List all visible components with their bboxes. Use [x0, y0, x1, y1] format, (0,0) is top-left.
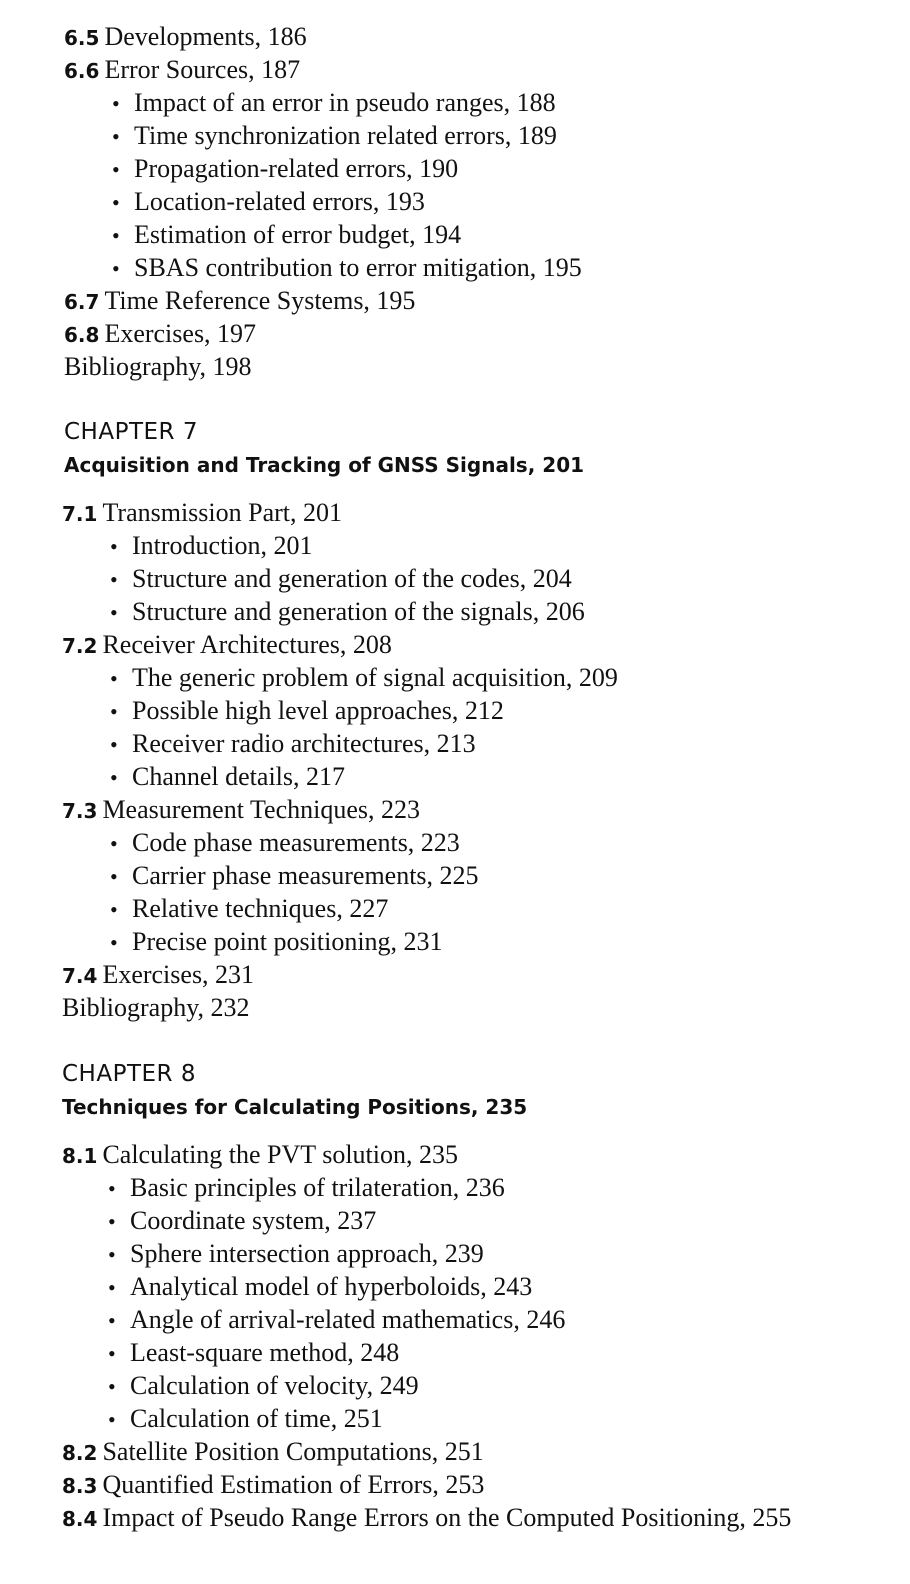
toc-subentry — [108, 1173, 505, 1204]
bullet-icon: • — [108, 1341, 116, 1366]
toc-subentry — [108, 1239, 484, 1270]
entry-text: Measurement Techniques, 223 — [102, 795, 420, 824]
entry-text: Code phase measurements, 223 — [132, 828, 460, 857]
entry-text: Basic principles of trilateration, 236 — [130, 1173, 505, 1202]
entry-text: Time synchronization related errors, 189 — [134, 121, 557, 150]
entry-text: SBAS contribution to error mitigation, 195 — [134, 253, 582, 282]
section-number: 6.6 — [64, 59, 100, 83]
toc-entry-7-2 — [62, 630, 392, 661]
entry-text: Structure and generation of the codes, 204 — [132, 564, 572, 593]
bullet-icon: • — [108, 1308, 116, 1333]
bullet-icon: • — [112, 256, 120, 281]
chapter-title: Acquisition and Tracking of GNSS Signals, 201 — [64, 453, 585, 477]
bullet-icon: • — [108, 1374, 116, 1399]
toc-entry-7-4 — [62, 960, 254, 991]
entry-text: Transmission Part, 201 — [102, 498, 343, 527]
entry-text: Analytical model of hyperboloids, 243 — [130, 1272, 533, 1301]
entry-text: Propagation-related errors, 190 — [134, 154, 459, 183]
chapter-label: CHAPTER 7 — [64, 419, 198, 445]
chapter-label: CHAPTER 8 — [62, 1061, 196, 1087]
entry-text: Structure and generation of the signals, 206 — [132, 597, 585, 626]
entry-text: Sphere intersection approach, 239 — [130, 1239, 484, 1268]
bullet-icon: • — [110, 864, 118, 889]
toc-subentry — [110, 861, 479, 892]
toc-entry-8-3 — [62, 1470, 484, 1501]
entry-text: Coordinate system, 237 — [130, 1206, 377, 1235]
section-number: 8.3 — [62, 1474, 98, 1498]
toc-subentry — [110, 729, 476, 760]
toc-subentry — [112, 154, 458, 185]
bullet-icon: • — [112, 157, 120, 182]
entry-text: Impact of an error in pseudo ranges, 188 — [134, 88, 556, 117]
entry-text: Exercises, 231 — [102, 960, 255, 989]
toc-subentry — [110, 531, 313, 562]
entry-text: Angle of arrival-related mathematics, 246 — [130, 1305, 566, 1334]
toc-bibliography — [64, 352, 252, 382]
bullet-icon: • — [108, 1407, 116, 1432]
entry-text: Estimation of error budget, 194 — [134, 220, 462, 249]
bullet-icon: • — [112, 91, 120, 116]
entry-text: Satellite Position Computations, 251 — [102, 1437, 484, 1466]
bullet-icon: • — [110, 765, 118, 790]
toc-entry-6-8 — [64, 319, 256, 350]
toc-entry-7-3 — [62, 795, 420, 826]
toc-entry-7-1 — [62, 498, 342, 529]
entry-text: Calculation of velocity, 249 — [130, 1371, 419, 1400]
entry-text: Introduction, 201 — [132, 531, 313, 560]
entry-text: Calculation of time, 251 — [130, 1404, 383, 1433]
entry-text: Location-related errors, 193 — [134, 187, 425, 216]
toc-subentry — [108, 1371, 419, 1402]
toc-subentry — [112, 121, 557, 152]
section-number: 8.2 — [62, 1441, 98, 1465]
toc-entry-6-7 — [64, 286, 415, 317]
bullet-icon: • — [110, 534, 118, 559]
toc-subentry — [108, 1338, 399, 1369]
bullet-icon: • — [110, 666, 118, 691]
entry-text: Developments, 186 — [104, 22, 307, 51]
bullet-icon: • — [110, 567, 118, 592]
toc-subentry — [108, 1305, 565, 1336]
entry-text: Precise point positioning, 231 — [132, 927, 443, 956]
toc-subentry — [110, 762, 345, 793]
toc-subentry — [110, 663, 618, 694]
bullet-icon: • — [110, 930, 118, 955]
bullet-icon: • — [112, 190, 120, 215]
toc-subentry — [108, 1206, 376, 1237]
section-number: 7.1 — [62, 502, 98, 526]
toc-subentry — [112, 220, 461, 251]
toc-subentry — [112, 187, 425, 218]
bullet-icon: • — [110, 600, 118, 625]
entry-text: Channel details, 217 — [132, 762, 346, 791]
bullet-icon: • — [110, 732, 118, 757]
entry-text: Least-square method, 248 — [130, 1338, 400, 1367]
toc-entry-8-1 — [62, 1140, 458, 1171]
toc-subentry — [108, 1272, 532, 1303]
section-number: 6.5 — [64, 26, 100, 50]
section-number: 7.2 — [62, 634, 98, 658]
toc-subentry — [110, 828, 460, 859]
section-number: 7.3 — [62, 799, 98, 823]
entry-text: The generic problem of signal acquisition, 209 — [132, 663, 618, 692]
toc-entry-8-2 — [62, 1437, 484, 1468]
bullet-icon: • — [110, 897, 118, 922]
section-number: 7.4 — [62, 964, 98, 988]
bullet-icon: • — [112, 223, 120, 248]
bullet-icon: • — [108, 1209, 116, 1234]
entry-text: Exercises, 197 — [104, 319, 257, 348]
bullet-icon: • — [112, 124, 120, 149]
toc-subentry — [110, 927, 443, 958]
bullet-icon: • — [108, 1242, 116, 1267]
entry-text: Quantified Estimation of Errors, 253 — [102, 1470, 485, 1499]
entry-text: Error Sources, 187 — [104, 55, 301, 84]
entry-text: Receiver Architectures, 208 — [102, 630, 392, 659]
section-number: 6.7 — [64, 290, 100, 314]
section-number: 8.4 — [62, 1507, 98, 1531]
entry-text: Carrier phase measurements, 225 — [132, 861, 479, 890]
toc-entry-6-5 — [64, 22, 307, 53]
toc-subentry — [110, 597, 585, 628]
section-number: 8.1 — [62, 1144, 98, 1168]
toc-subentry — [112, 88, 556, 119]
toc-bibliography — [62, 993, 250, 1023]
toc-subentry — [108, 1404, 383, 1435]
entry-text: Calculating the PVT solution, 235 — [102, 1140, 458, 1169]
toc-subentry — [110, 696, 504, 727]
toc-entry-8-4 — [62, 1503, 791, 1534]
entry-text: Relative techniques, 227 — [132, 894, 389, 923]
toc-subentry — [112, 253, 582, 284]
chapter-title: Techniques for Calculating Positions, 235 — [62, 1095, 528, 1119]
toc-subentry — [110, 564, 572, 595]
entry-text: Bibliography, 198 — [64, 352, 252, 381]
entry-text: Bibliography, 232 — [62, 993, 250, 1022]
bullet-icon: • — [110, 831, 118, 856]
section-number: 6.8 — [64, 323, 100, 347]
bullet-icon: • — [110, 699, 118, 724]
entry-text: Impact of Pseudo Range Errors on the Computed Positioning, 255 — [102, 1503, 792, 1532]
bullet-icon: • — [108, 1275, 116, 1300]
entry-text: Possible high level approaches, 212 — [132, 696, 504, 725]
entry-text: Time Reference Systems, 195 — [104, 286, 416, 315]
entry-text: Receiver radio architectures, 213 — [132, 729, 476, 758]
toc-entry-6-6 — [64, 55, 300, 86]
toc-subentry — [110, 894, 388, 925]
bullet-icon: • — [108, 1176, 116, 1201]
